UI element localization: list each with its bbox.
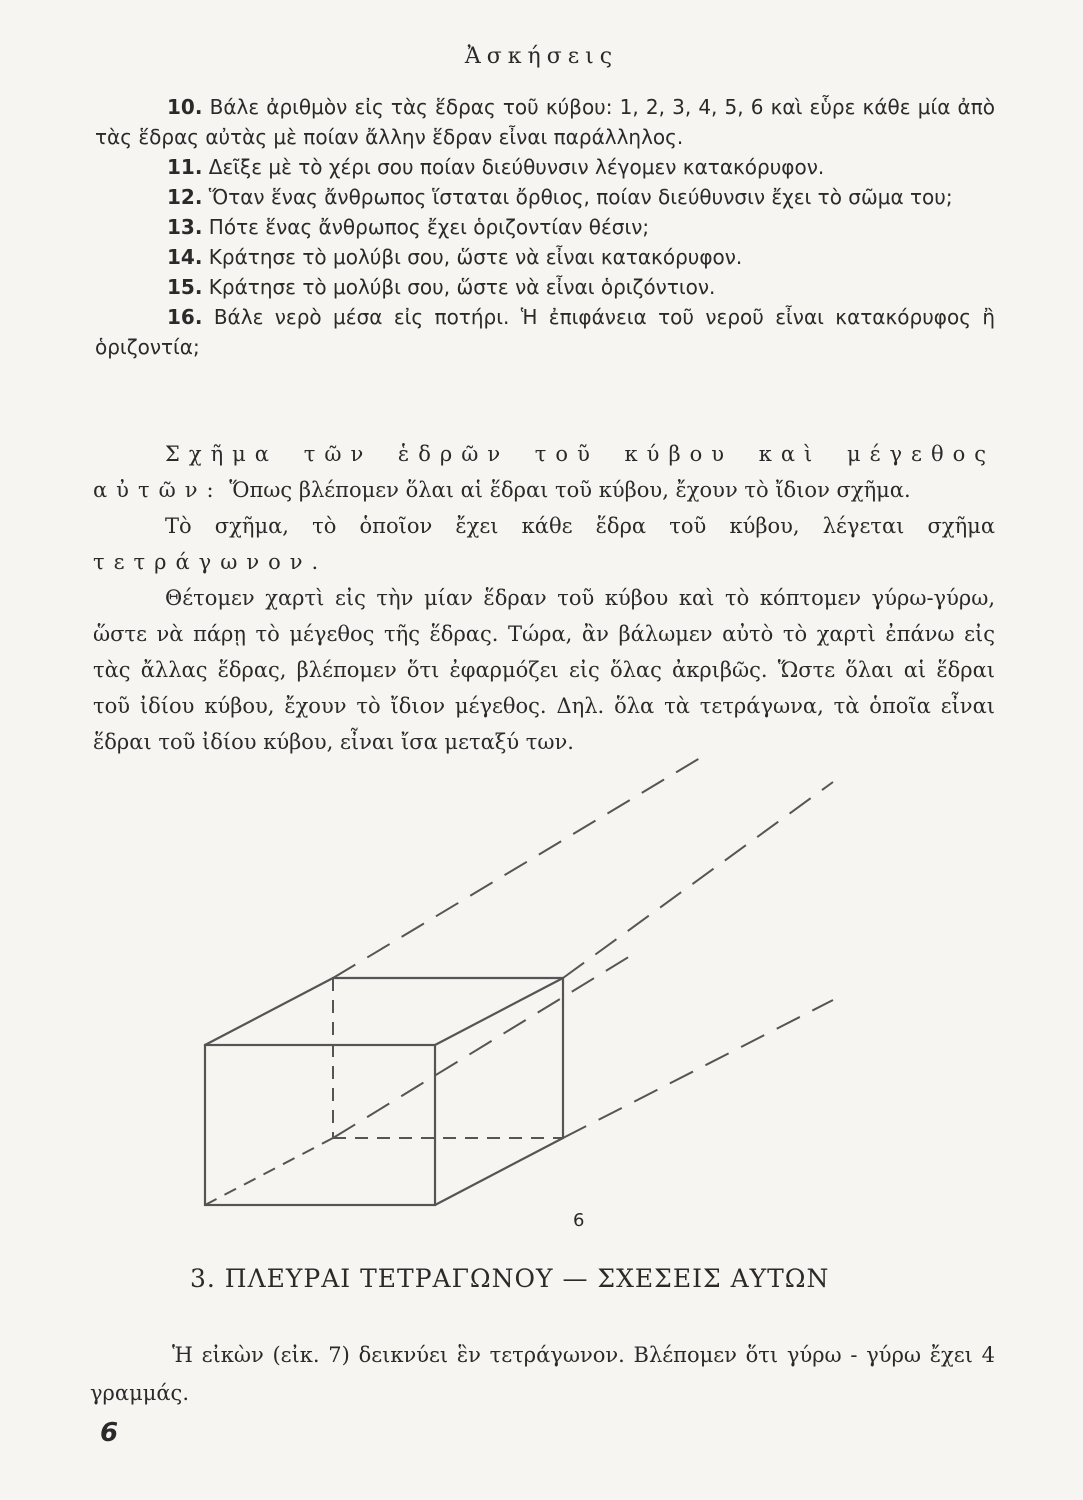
section-paragraph: Ἡ εἰκὼν (εἰκ. 7) δεικνύει ἓν τετράγωνον. Βλέπομεν ὅτι γύρω - γύρω ἔχει 4 γραμμάς. — [90, 1343, 995, 1405]
cube-front-face — [205, 1045, 435, 1205]
exercise-list — [95, 92, 995, 362]
exercise-item — [95, 272, 995, 302]
exercise-text: Ὅταν ἕνας ἄνθρωπος ἵσταται ὄρθιος, ποίαν διεύθυνσιν ἔχει τὸ σῶμα του; — [208, 185, 953, 209]
exercise-text: Πότε ἕνας ἄνθρωπος ἔχει ὁριζοντίαν θέσιν; — [208, 215, 650, 239]
cube-edges — [205, 978, 563, 1205]
section-title: 3. ΠΛΕΥΡΑΙ ΤΕΤΡΑΓΩΝΟΥ — ΣΧΕΣΕΙΣ ΑΥΤΩΝ — [190, 1264, 830, 1293]
extension-lines — [333, 758, 833, 1138]
exercise-number: 15. — [167, 275, 203, 299]
paragraph-size: Θέτομεν χαρτὶ εἰς τὴν μίαν ἕδραν τοῦ κύβου καὶ τὸ κόπτομεν γύρω-γύρω, ὥστε νὰ πάρῃ τὸ μέγεθος τῆς ἕδρας. Τώρα, ἂν βάλωμεν αὐτὸ τὸ χαρτὶ ἐπάνω εἰς τὰς ἄλλας ἕδρας, βλέπομεν ὅτι ἐφαρμόζει εἰς ὅλας ἀκριβῶς. Ὥστε ὅλαι αἱ ἕδραι τοῦ ἰδίου κύβου, ἔχουν τὸ ἴδιον μέγεθος. Δηλ. ὅλα τὰ τετράγωνα, τὰ ὁποῖα εἶναι ἕδραι τοῦ ἰδίου κύβου, εἶναι ἴσα μεταξύ των. — [93, 586, 995, 754]
exercise-number: 16. — [167, 305, 203, 329]
exercise-number: 10. — [167, 95, 203, 119]
paragraph-shape — [93, 508, 995, 580]
exercise-text: Κράτησε τὸ μολύβι σου, ὥστε νὰ εἶναι κατακόρυφον. — [208, 245, 743, 269]
body-text — [93, 436, 995, 760]
section-body — [90, 1336, 995, 1412]
cube-figure — [195, 750, 845, 1230]
page-number: 6 — [100, 1418, 119, 1448]
exercise-item — [95, 302, 995, 362]
exercise-text: Βάλε ἀριθμὸν εἰς τὰς ἕδρας τοῦ κύβου: 1, 2, 3, 4, 5, 6 καὶ εὗρε κάθε μία ἀπὸ τὰς ἕδρας αὐτὰς μὲ ποίαν ἄλλην ἕδραν εἶναι παράλληλος. — [95, 95, 995, 149]
paragraph-text: Τὸ σχῆμα, τὸ ὁποῖον ἔχει κάθε ἕδρα τοῦ κύβου, λέγεται σχῆμα — [165, 514, 995, 538]
exercise-number: 13. — [167, 215, 203, 239]
figure-label: 6 — [573, 1210, 585, 1231]
exercise-item — [95, 242, 995, 272]
exercise-item — [95, 152, 995, 182]
paragraph-faces — [93, 436, 995, 508]
hidden-edges — [205, 978, 563, 1205]
exercise-number: 12. — [167, 185, 203, 209]
cube-edge-top-left — [205, 978, 333, 1045]
exercise-text: Δεῖξε μὲ τὸ χέρι σου ποίαν διεύθυνσιν λέγομεν κατακόρυφον. — [208, 155, 825, 179]
exercise-item — [95, 212, 995, 242]
cube-drawing — [195, 750, 845, 1230]
exercise-number: 11. — [167, 155, 203, 179]
hidden-edge-bottom-left — [205, 1138, 333, 1205]
exercise-item — [95, 182, 995, 212]
extension-line — [563, 1000, 833, 1138]
exercise-number: 14. — [167, 245, 203, 269]
exercise-item — [95, 92, 995, 152]
extension-line — [563, 782, 833, 978]
extension-line — [333, 758, 700, 978]
exercise-text: Κράτησε τὸ μολύβι σου, ὥστε νὰ εἶναι ὁριζόντιον. — [208, 275, 716, 299]
paragraph-lead: Σχῆμα τῶν ἑδρῶν τοῦ κύβου καὶ μέγεθος αὐτῶν: — [93, 442, 995, 502]
cube-edge-top-right — [435, 978, 563, 1045]
page-heading: Ἀσκήσεις — [464, 44, 619, 69]
cube-edge-bottom-right — [435, 1138, 563, 1205]
exercise-text: Βάλε νερὸ μέσα εἰς ποτήρι. Ἡ ἐπιφάνεια τοῦ νεροῦ εἶναι κατακόρυφος ἢ ὁριζοντία; — [95, 305, 995, 359]
paragraph-text: Ὅπως βλέπομεν ὅλαι αἱ ἕδραι τοῦ κύβου, ἔχουν τὸ ἴδιον σχῆμα. — [229, 478, 911, 502]
term-square: τετράγωνον. — [93, 550, 328, 574]
